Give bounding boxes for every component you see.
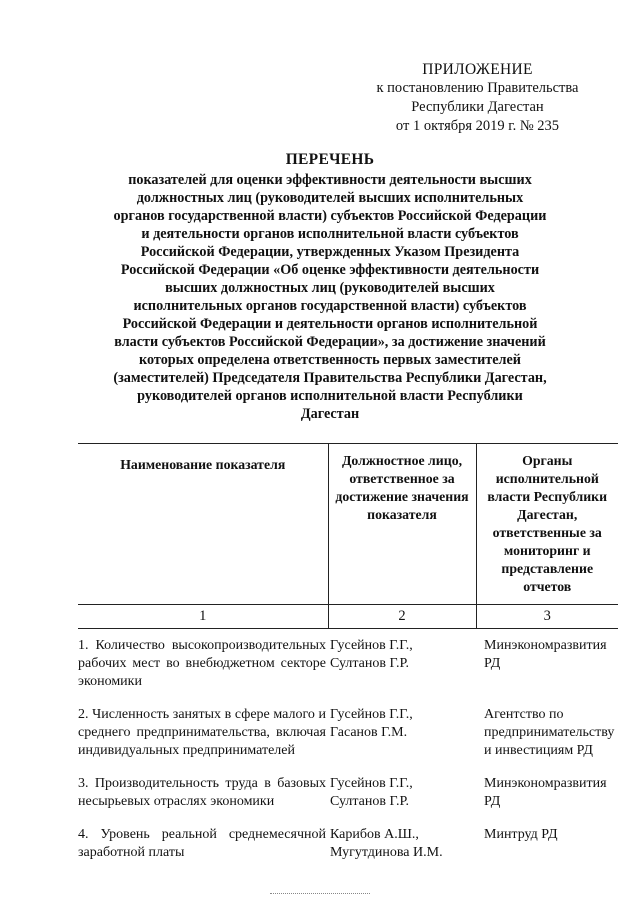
indicators-table [78,443,618,869]
indicator-cell: 2. Численность занятых в сфере малого и среднего предпринимательства, включая индивидуальных предпринимателей [78,707,326,758]
official-name: Гусейнов Г.Г., [330,638,413,653]
column-number: 3 [476,605,618,629]
officials-cell [328,767,476,818]
table-row [78,818,618,869]
table-header-row [78,444,618,605]
official-name: Султанов Г.Р. [330,656,410,671]
official-name: Карибов А.Ш., [330,827,419,842]
document-subtitle: показателей для оценки эффективности деятельности высших должностных лиц (руководителей высших исполнительных органов государственной власти) субъектов Российской Федерации и деятельности органов исполнительной власти субъектов Российской Федерации, утвержденных Указом Президента Российской Федерации «Об оценке эффективности деятельности высших должностных лиц (руководителей высших исполнительных органов государственной власти) субъектов Российской Федерации и деятельности органов исполнительной власти субъектов Российской Федерации», за достижение значений которых определена ответственность первых заместителей (заместителей) Председателя Правительства Республики Дагестан, руководителей органов исполнительной власти Республики Дагестан [113,172,547,422]
appendix-line: Республики Дагестан [411,99,544,115]
column-number: 2 [328,605,476,629]
agency-cell: Минэкономразвития РД [484,776,607,809]
table-row [78,629,618,699]
officials-cell [328,698,476,767]
appendix-line: к постановлению Правительства [376,80,579,96]
official-name: Гусейнов Г.Г., [330,776,413,791]
indicator-cell: 3. Производительность труда в базовых несырьевых отраслях экономики [78,776,326,809]
appendix-block [360,60,595,136]
table-header-cell: Наименование показателя [78,444,328,605]
table-header-cell: Должностное лицо, ответственное за достижение значения показателя [328,444,476,605]
agency-cell: Минэкономразвития РД [484,638,607,671]
agency-cell: Агентство по предпринимательству и инвестициям РД [484,707,615,758]
agency-cell: Минтруд РД [484,827,558,842]
appendix-line: от 1 октября 2019 г. № 235 [395,118,560,134]
table-header-cell: Органы исполнительной власти Республики Дагестан, ответственные за мониторинг и представление отчетов [476,444,618,605]
document-title: ПЕРЕЧЕНЬ [285,151,375,168]
officials-cell [328,818,476,869]
appendix-title: ПРИЛОЖЕНИЕ [422,61,533,78]
official-name: Гусейнов Г.Г., [330,707,413,722]
indicator-cell: 4. Уровень реальной среднемесячной заработной платы [78,827,326,860]
official-name: Султанов Г.Р. [330,794,410,809]
column-numbers-row [78,605,618,629]
document-heading [110,150,550,423]
column-number: 1 [78,605,328,629]
officials-cell [328,629,476,699]
table-row [78,767,618,818]
official-name: Гасанов Г.М. [330,725,408,740]
official-name: Мугутдинова И.М. [330,845,443,860]
page-bottom-divider [270,893,370,898]
table-row [78,698,618,767]
indicator-cell: 1. Количество высокопроизводительных рабочих мест во внебюджетном секторе экономики [78,638,326,689]
